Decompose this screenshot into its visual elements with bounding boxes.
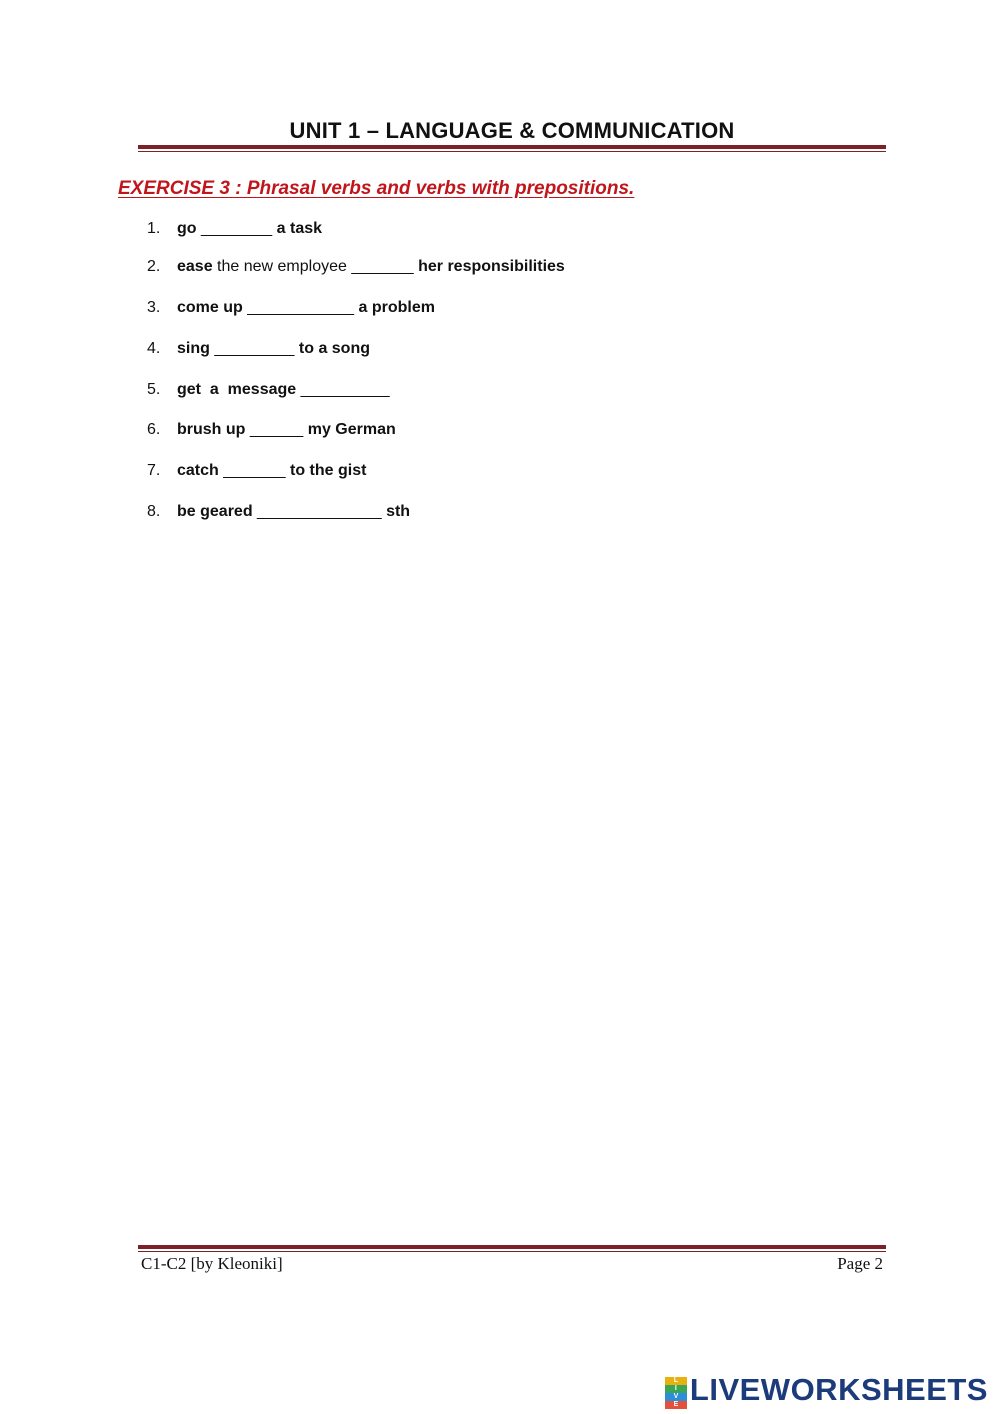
answer-blank[interactable]: __________ (300, 381, 390, 398)
logo-cell: V (665, 1393, 687, 1401)
page-title: UNIT 1 – LANGUAGE & COMMUNICATION (289, 118, 735, 143)
list-item (147, 340, 370, 358)
answer-blank[interactable]: ______________ (257, 503, 382, 520)
item-number: 7. (147, 462, 161, 479)
answer-blank[interactable]: _________ (214, 340, 295, 357)
item-lead: brush up (177, 421, 246, 438)
item-tail: to a song (298, 340, 370, 357)
answer-blank[interactable]: ________ (201, 220, 273, 237)
item-lead: ease (177, 258, 213, 275)
answer-blank[interactable]: ____________ (247, 299, 355, 316)
liveworksheets-logo[interactable] (665, 1373, 988, 1407)
item-tail: to the gist (290, 462, 367, 479)
item-number: 6. (147, 421, 161, 438)
list-item (147, 421, 396, 439)
item-lead: sing (177, 340, 210, 357)
title-divider (138, 145, 886, 152)
liveworksheets-icon (665, 1377, 687, 1408)
item-number: 4. (147, 340, 161, 357)
logo-cell: E (665, 1401, 687, 1409)
item-tail: her responsibilities (418, 258, 565, 275)
list-item (147, 220, 322, 238)
answer-blank[interactable]: _______ (223, 462, 286, 479)
item-lead: catch (177, 462, 219, 479)
item-tail: a task (276, 220, 323, 237)
footer-divider (138, 1245, 886, 1252)
item-tail: sth (386, 503, 411, 520)
item-number: 2. (147, 258, 161, 275)
exercise-heading: EXERCISE 3 : Phrasal verbs and verbs with prepositions. (118, 178, 635, 199)
item-tail: my German (307, 421, 396, 438)
item-tail: a problem (358, 299, 435, 316)
item-lead: get a message (177, 381, 297, 398)
item-number: 3. (147, 299, 161, 316)
list-item (147, 299, 435, 317)
item-number: 1. (147, 220, 161, 237)
page-number: Page 2 (837, 1254, 883, 1273)
item-lead: go (177, 220, 197, 237)
brand-name: LIVEWORKSHEETS (689, 1372, 988, 1407)
item-number: 5. (147, 381, 161, 398)
list-item (147, 462, 366, 480)
answer-blank[interactable]: ______ (249, 421, 304, 438)
item-number: 8. (147, 503, 161, 520)
logo-cell: I (665, 1385, 687, 1393)
item-mid: the new employee (212, 258, 352, 275)
list-item (147, 503, 410, 521)
answer-blank[interactable]: _______ (351, 258, 414, 275)
item-lead: come up (177, 299, 243, 316)
list-item (147, 258, 565, 276)
list-item (147, 381, 390, 399)
item-lead: be geared (177, 503, 253, 520)
logo-cell: L (665, 1377, 687, 1385)
footer-author: C1-C2 [by Kleoniki] (141, 1254, 283, 1273)
